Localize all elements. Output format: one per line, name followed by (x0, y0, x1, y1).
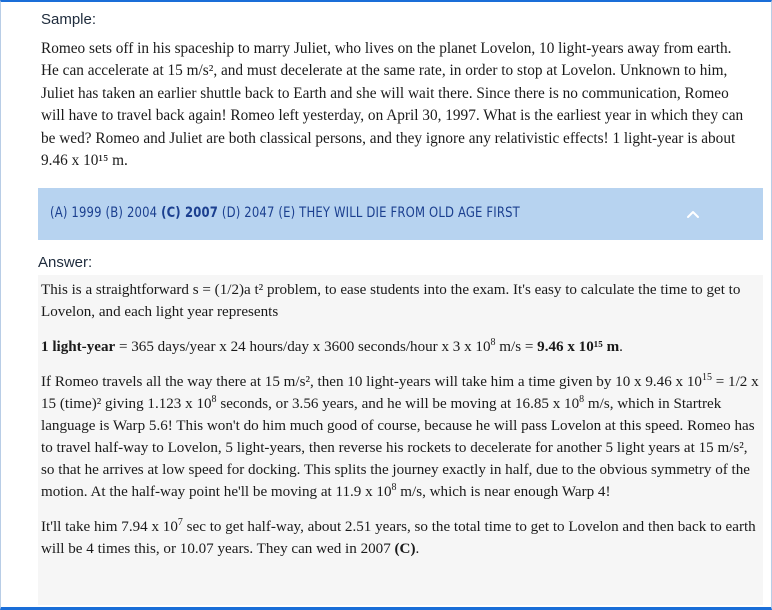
option-c-correct: (C) 2007 (161, 205, 218, 221)
p3-text-a: If Romeo travels all the way there at 15 m/s², then 10 light-years will take him a time given by 10 x 9.46 x 10 (41, 374, 702, 390)
p4-text-a: It'll take him 7.94 x 10 (41, 519, 178, 535)
option-e: (E) THEY WILL DIE FROM OLD AGE FIRST (278, 205, 520, 221)
answer-options (50, 205, 520, 221)
p3-text-c: seconds, or 3.56 years, and he will be moving at 16.85 x 10 (216, 396, 580, 412)
p3-text-b: = 1/2 x 15 (time)² giving 1.123 x 10 (41, 374, 759, 412)
p2-exponent: 8 (490, 337, 496, 348)
p2-period: . (619, 339, 623, 355)
answer-paragraph-2 (41, 336, 759, 358)
light-year-value: 9.46 x 10¹⁵ m (537, 339, 620, 355)
p3-text-d: m/s, which in Startrek language is Warp 5.6! This won't do him much good of course, because he will pass Lovelon at this speed. Romeo has to travel half-way to Lovelon, 5 light-years, then reverse his rockets to decelerate for another 5 light years at 15 m/s², so that he arrives at low speed for docking. This splits the journey exactly in half, due to the obvious symmetry of the motion. At the half-way point he'll be moving at 11.9 x 10 (41, 396, 755, 500)
sample-label: Sample: (41, 11, 97, 28)
option-a: (A) 1999 (50, 205, 102, 221)
answer-paragraph-1: This is a straightforward s = (1/2)a t² problem, to ease students into the exam. It's easy to calculate the time to get to Lovelon, and each light year represents (41, 282, 741, 320)
chevron-up-icon[interactable] (685, 206, 701, 222)
option-d: (D) 2047 (221, 205, 275, 221)
p2-text-after: m/s = (495, 339, 538, 355)
p4-exponent: 7 (177, 517, 183, 528)
light-year-term: 1 light-year (41, 339, 116, 355)
p3-exponent-1: 15 (701, 372, 712, 383)
answer-label: Answer: (38, 254, 93, 271)
p3-exponent-4: 8 (391, 482, 397, 493)
answer-paragraph-4 (41, 516, 759, 560)
p4-text-b: sec to get half-way, about 2.51 years, so the total time to get to Lovelon and then back to earth will be 4 times this, or 10.07 years. They can wed in 2007 (41, 519, 756, 557)
answer-body (38, 275, 763, 605)
p2-text: = 365 days/year x 24 hours/day x 3600 seconds/hour x 3 x 10 (115, 339, 491, 355)
answer-toggle-bar[interactable] (38, 188, 763, 240)
p3-exponent-2: 8 (211, 394, 217, 405)
p3-exponent-3: 8 (579, 394, 585, 405)
p4-end: . (415, 541, 420, 557)
p3-text-e: m/s, which is near enough Warp 4! (396, 484, 611, 500)
question-text: Romeo sets off in his spaceship to marry Juliet, who lives on the planet Lovelon, 10 light-years away from earth. He can accelerate at 15 m/s², and must decelerate at the same rate, in order to stop at Lovelon. Unknown to him, Juliet has taken an earlier shuttle back to Earth and she will wait there. Since there is no communication, Romeo will have to travel back again! Romeo left yesterday, on April 30, 1997. What is the earliest year in which they can be wed? Romeo and Juliet are both classical persons, and they ignore any relativistic effects! 1 light-year is about 9.46 x 10¹⁵ m. (41, 40, 744, 170)
option-b: (B) 2004 (105, 205, 158, 221)
final-answer: (C) (394, 541, 416, 557)
answer-paragraph-3 (41, 371, 759, 503)
